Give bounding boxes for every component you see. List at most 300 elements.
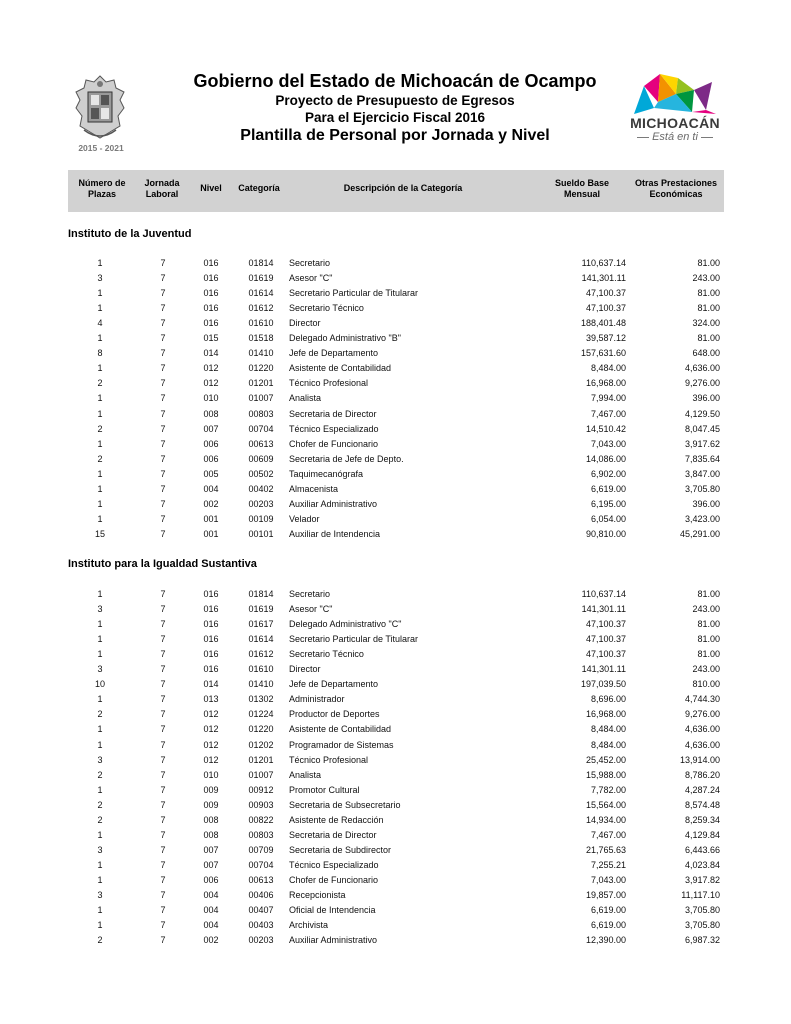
cell-otras: 81.00 [697, 333, 720, 344]
cell-sueldo: 157,631.60 [580, 348, 626, 359]
cell-nivel: 010 [203, 769, 219, 780]
cell-nivel: 016 [203, 589, 219, 599]
cell-categoria: 00803 [248, 408, 274, 419]
cell-jornada: 7 [160, 739, 166, 750]
cell-descripcion: Chofer de Funcionario [289, 438, 379, 449]
state-seal-icon [70, 72, 130, 154]
cell-otras: 7,835.64 [684, 453, 720, 464]
cell-jornada: 7 [160, 724, 166, 735]
cell-descripcion: Programador de Sistemas [289, 739, 394, 750]
cell-descripcion: Secretario [289, 589, 331, 599]
cell-nivel: 012 [203, 754, 219, 765]
cell-otras: 81.00 [697, 288, 720, 299]
table-row [0, 815, 791, 830]
cell-otras: 3,705.80 [684, 483, 720, 494]
cell-jornada: 7 [160, 935, 166, 946]
cell-categoria: 01614 [248, 288, 274, 299]
cell-descripcion: Auxiliar de Intendencia [289, 528, 381, 539]
cell-jornada: 7 [160, 498, 166, 509]
cell-jornada: 7 [160, 393, 166, 404]
table-row [0, 679, 791, 694]
cell-descripcion: Secretaria de Subdirector [289, 844, 392, 855]
cell-nivel: 012 [203, 378, 219, 389]
cell-plazas: 1 [97, 408, 103, 419]
table-row [0, 529, 791, 544]
cell-sueldo: 15,988.00 [585, 769, 626, 780]
cell-categoria: 00407 [248, 905, 274, 916]
cell-plazas: 1 [97, 739, 103, 750]
cell-categoria: 01610 [248, 664, 274, 675]
table-row [0, 634, 791, 649]
cell-jornada: 7 [160, 694, 166, 705]
table-row [0, 905, 791, 920]
table-row [0, 393, 791, 408]
cell-descripcion: Auxiliar Administrativo [289, 498, 378, 509]
seal-years: 2015 - 2021 [78, 143, 124, 153]
cell-sueldo: 110,637.14 [581, 589, 626, 599]
cell-plazas: 1 [97, 905, 103, 916]
cell-otras: 4,129.84 [684, 829, 720, 840]
cell-sueldo: 47,100.37 [585, 649, 626, 660]
cell-otras: 4,636.00 [684, 724, 720, 735]
cell-descripcion: Secretaria de Jefe de Depto. [289, 453, 404, 464]
cell-jornada: 7 [160, 468, 166, 479]
cell-jornada: 7 [160, 890, 166, 900]
cell-otras: 8,574.48 [684, 799, 720, 810]
cell-plazas: 1 [97, 829, 103, 840]
cell-sueldo: 7,467.00 [590, 829, 626, 840]
cell-plazas: 1 [97, 724, 103, 735]
cell-categoria: 00704 [248, 859, 274, 870]
table-row [0, 333, 791, 348]
cell-sueldo: 7,782.00 [590, 784, 626, 795]
cell-nivel: 016 [203, 664, 219, 675]
cell-nivel: 006 [203, 438, 219, 449]
cell-categoria: 01619 [248, 604, 274, 615]
cell-sueldo: 7,043.00 [590, 874, 626, 885]
cell-plazas: 3 [97, 754, 103, 765]
cell-sueldo: 8,696.00 [590, 694, 626, 705]
cell-descripcion: Técnico Profesional [289, 754, 369, 765]
cell-categoria: 00109 [248, 513, 274, 524]
table-row [0, 845, 791, 860]
cell-otras: 648.00 [692, 348, 720, 359]
cell-plazas: 8 [97, 348, 103, 359]
cell-nivel: 006 [203, 453, 219, 464]
cell-descripcion: Chofer de Funcionario [289, 874, 379, 885]
cell-sueldo: 6,619.00 [590, 920, 626, 931]
cell-sueldo: 188,401.48 [580, 318, 626, 329]
cell-nivel: 016 [203, 604, 219, 615]
cell-categoria: 01007 [248, 769, 274, 780]
cell-sueldo: 47,100.37 [585, 303, 626, 314]
cell-nivel: 008 [203, 829, 219, 840]
section-title: Instituto para la Igualdad Sustantiva [68, 558, 257, 570]
cell-categoria: 00903 [248, 799, 274, 810]
cell-nivel: 009 [203, 799, 219, 810]
cell-plazas: 3 [97, 273, 103, 284]
table-row [0, 875, 791, 890]
cell-plazas: 2 [97, 935, 103, 946]
table-row [0, 770, 791, 785]
subtitle-budget: Proyecto de Presupuesto de Egresos [275, 93, 515, 108]
cell-sueldo: 39,587.12 [585, 333, 626, 344]
cell-jornada: 7 [160, 483, 166, 494]
table-header [68, 170, 724, 212]
cell-categoria: 01610 [248, 318, 274, 329]
cell-otras: 8,786.20 [684, 769, 720, 780]
cell-otras: 243.00 [692, 273, 720, 284]
cell-sueldo: 14,086.00 [585, 453, 626, 464]
cell-nivel: 007 [203, 844, 219, 855]
cell-nivel: 016 [203, 318, 219, 329]
cell-categoria: 01202 [248, 739, 274, 750]
table-row [0, 409, 791, 424]
cell-nivel: 010 [203, 393, 219, 404]
cell-otras: 3,917.82 [684, 874, 720, 885]
cell-jornada: 7 [160, 664, 166, 675]
cell-sueldo: 141,301.11 [581, 664, 626, 675]
cell-sueldo: 6,619.00 [590, 905, 626, 916]
cell-otras: 81.00 [697, 634, 720, 645]
cell-jornada: 7 [160, 634, 166, 645]
table-row [0, 589, 791, 604]
cell-sueldo: 8,484.00 [590, 363, 626, 374]
cell-jornada: 7 [160, 273, 166, 284]
cell-categoria: 00803 [248, 829, 274, 840]
cell-jornada: 7 [160, 859, 166, 870]
cell-plazas: 1 [97, 258, 103, 268]
table-row [0, 890, 791, 905]
cell-nivel: 002 [203, 935, 219, 946]
cell-jornada: 7 [160, 709, 166, 720]
cell-categoria: 01814 [248, 258, 274, 268]
cell-descripcion: Asesor "C" [289, 604, 333, 615]
cell-categoria: 00403 [248, 920, 274, 931]
cell-jornada: 7 [160, 288, 166, 299]
cell-nivel: 012 [203, 363, 219, 374]
cell-categoria: 01814 [248, 589, 274, 599]
cell-plazas: 1 [97, 468, 103, 479]
cell-otras: 4,744.30 [684, 694, 720, 705]
cell-jornada: 7 [160, 303, 166, 314]
cell-sueldo: 7,043.00 [590, 438, 626, 449]
cell-jornada: 7 [160, 829, 166, 840]
table-row [0, 288, 791, 303]
cell-descripcion: Secretario Técnico [289, 303, 364, 314]
cell-plazas: 1 [97, 589, 103, 599]
cell-plazas: 2 [97, 799, 103, 810]
document-header [0, 0, 791, 165]
cell-otras: 81.00 [697, 303, 720, 314]
cell-nivel: 001 [203, 528, 219, 539]
cell-descripcion: Delegado Administrativo "B" [289, 333, 401, 344]
cell-nivel: 001 [203, 513, 219, 524]
cell-jornada: 7 [160, 589, 166, 599]
cell-plazas: 1 [97, 303, 103, 314]
cell-otras: 3,705.80 [684, 920, 720, 931]
table-row [0, 348, 791, 363]
cell-jornada: 7 [160, 619, 166, 630]
cell-jornada: 7 [160, 453, 166, 464]
table-row [0, 755, 791, 770]
cell-otras: 3,705.80 [684, 905, 720, 916]
cell-nivel: 016 [203, 288, 219, 299]
cell-otras: 243.00 [692, 604, 720, 615]
cell-descripcion: Archivista [289, 920, 329, 931]
cell-sueldo: 47,100.37 [585, 634, 626, 645]
cell-sueldo: 25,452.00 [585, 754, 626, 765]
cell-sueldo: 6,054.00 [590, 513, 626, 524]
cell-plazas: 2 [97, 814, 103, 825]
cell-sueldo: 6,902.00 [590, 468, 626, 479]
cell-categoria: 00709 [248, 844, 274, 855]
cell-nivel: 009 [203, 784, 219, 795]
cell-jornada: 7 [160, 920, 166, 931]
cell-otras: 8,259.34 [684, 814, 720, 825]
cell-descripcion: Técnico Especializado [289, 423, 379, 434]
cell-categoria: 00502 [248, 468, 274, 479]
cell-categoria: 01220 [248, 724, 274, 735]
cell-plazas: 1 [97, 393, 103, 404]
cell-descripcion: Auxiliar Administrativo [289, 935, 378, 946]
cell-jornada: 7 [160, 874, 166, 885]
cell-descripcion: Técnico Especializado [289, 859, 379, 870]
cell-sueldo: 16,968.00 [585, 378, 626, 389]
cell-descripcion: Asistente de Redacción [289, 814, 384, 825]
cell-plazas: 1 [97, 333, 103, 344]
cell-otras: 324.00 [692, 318, 720, 329]
cell-otras: 45,291.00 [679, 528, 720, 539]
cell-descripcion: Técnico Profesional [289, 378, 369, 389]
cell-sueldo: 47,100.37 [585, 288, 626, 299]
cell-descripcion: Secretaria de Subsecretario [289, 799, 401, 810]
table-row [0, 318, 791, 333]
cell-otras: 9,276.00 [684, 709, 720, 720]
cell-descripcion: Jefe de Departamento [289, 679, 379, 690]
cell-otras: 3,423.00 [684, 513, 720, 524]
cell-nivel: 013 [203, 694, 219, 705]
cell-categoria: 01617 [248, 619, 274, 630]
col-sueldo: Sueldo Base Mensual [554, 178, 610, 199]
cell-plazas: 1 [97, 784, 103, 795]
table-row [0, 935, 791, 950]
cell-categoria: 00406 [248, 890, 274, 900]
cell-jornada: 7 [160, 438, 166, 449]
cell-sueldo: 197,039.50 [580, 679, 626, 690]
cell-otras: 396.00 [692, 498, 720, 509]
cell-categoria: 01614 [248, 634, 274, 645]
cell-descripcion: Secretario Particular de Titularar [289, 634, 419, 645]
cell-jornada: 7 [160, 363, 166, 374]
cell-jornada: 7 [160, 258, 166, 268]
cell-sueldo: 14,934.00 [585, 814, 626, 825]
cell-categoria: 00203 [248, 498, 274, 509]
cell-nivel: 016 [203, 649, 219, 660]
cell-jornada: 7 [160, 528, 166, 539]
cell-nivel: 004 [203, 905, 219, 916]
cell-descripcion: Asistente de Contabilidad [289, 724, 392, 735]
cell-nivel: 002 [203, 498, 219, 509]
cell-plazas: 1 [97, 483, 103, 494]
cell-jornada: 7 [160, 679, 166, 690]
cell-jornada: 7 [160, 318, 166, 329]
table-row [0, 514, 791, 529]
cell-jornada: 7 [160, 754, 166, 765]
cell-plazas: 1 [97, 874, 103, 885]
cell-descripcion: Secretario Particular de Titularar [289, 288, 419, 299]
cell-categoria: 00609 [248, 453, 274, 464]
cell-plazas: 1 [97, 513, 103, 524]
cell-sueldo: 15,564.00 [585, 799, 626, 810]
cell-categoria: 00704 [248, 423, 274, 434]
cell-jornada: 7 [160, 378, 166, 389]
cell-plazas: 1 [97, 498, 103, 509]
cell-sueldo: 8,484.00 [590, 724, 626, 735]
cell-descripcion: Velador [289, 513, 320, 524]
cell-nivel: 014 [203, 679, 219, 690]
cell-plazas: 3 [97, 664, 103, 675]
logo-tagline [622, 131, 728, 143]
cell-nivel: 007 [203, 859, 219, 870]
cell-categoria: 01612 [248, 649, 274, 660]
cell-jornada: 7 [160, 769, 166, 780]
cell-otras: 81.00 [697, 619, 720, 630]
cell-categoria: 00203 [248, 935, 274, 946]
cell-nivel: 007 [203, 423, 219, 434]
cell-nivel: 015 [203, 333, 219, 344]
cell-jornada: 7 [160, 905, 166, 916]
col-otras: Otras Prestaciones Económicas [634, 178, 718, 199]
cell-categoria: 00912 [248, 784, 274, 795]
col-plazas: Número de Plazas [78, 178, 126, 199]
cell-jornada: 7 [160, 348, 166, 359]
cell-nivel: 016 [203, 273, 219, 284]
cell-categoria: 01619 [248, 273, 274, 284]
table-row [0, 785, 791, 800]
cell-descripcion: Oficial de Intendencia [289, 905, 376, 916]
logo-wordmark: MICHOACÁN [630, 115, 720, 131]
cell-otras: 4,129.50 [684, 408, 720, 419]
cell-nivel: 014 [203, 348, 219, 359]
table-row [0, 664, 791, 679]
cell-descripcion: Productor de Deportes [289, 709, 380, 720]
cell-categoria: 01201 [248, 378, 274, 389]
cell-sueldo: 16,968.00 [585, 709, 626, 720]
cell-jornada: 7 [160, 844, 166, 855]
cell-otras: 6,987.32 [684, 935, 720, 946]
cell-descripcion: Analista [289, 769, 322, 780]
cell-nivel: 016 [203, 258, 219, 268]
cell-jornada: 7 [160, 513, 166, 524]
cell-descripcion: Administrador [289, 694, 345, 705]
cell-sueldo: 110,637.14 [581, 258, 626, 268]
subtitle-fiscal-year: Para el Ejercicio Fiscal 2016 [304, 110, 486, 125]
col-descripcion: Descripción de la Categoría [343, 183, 463, 193]
cell-otras: 6,443.66 [684, 844, 720, 855]
cell-otras: 810.00 [692, 679, 720, 690]
cell-plazas: 1 [97, 288, 103, 299]
cell-jornada: 7 [160, 408, 166, 419]
cell-plazas: 2 [97, 378, 103, 389]
cell-nivel: 004 [203, 483, 219, 494]
cell-otras: 4,023.84 [684, 859, 720, 870]
cell-descripcion: Almacenista [289, 483, 339, 494]
cell-categoria: 01220 [248, 363, 274, 374]
table-row [0, 694, 791, 709]
cell-sueldo: 8,484.00 [590, 739, 626, 750]
cell-plazas: 3 [97, 844, 103, 855]
table-row [0, 649, 791, 664]
cell-otras: 13,914.00 [679, 754, 720, 765]
table-row [0, 860, 791, 875]
table-row [0, 604, 791, 619]
cell-descripcion: Asesor "C" [289, 273, 333, 284]
cell-otras: 81.00 [697, 258, 720, 268]
col-categoria: Categoría [238, 183, 280, 193]
table-row [0, 273, 791, 288]
table-row [0, 724, 791, 739]
cell-otras: 11,117.10 [681, 890, 720, 900]
cell-nivel: 004 [203, 920, 219, 931]
table-row [0, 484, 791, 499]
cell-plazas: 2 [97, 769, 103, 780]
table-row [0, 378, 791, 393]
col-nivel: Nivel [200, 183, 222, 193]
cell-plazas: 2 [97, 423, 103, 434]
cell-descripcion: Delegado Administrativo "C" [289, 619, 402, 630]
cell-plazas: 10 [94, 679, 105, 690]
cell-jornada: 7 [160, 423, 166, 434]
table-row [0, 454, 791, 469]
table-row [0, 709, 791, 724]
cell-descripcion: Secretaria de Director [289, 408, 377, 419]
cell-categoria: 01224 [248, 709, 274, 720]
cell-plazas: 15 [94, 528, 105, 539]
cell-categoria: 01410 [248, 348, 274, 359]
cell-nivel: 016 [203, 619, 219, 630]
cell-sueldo: 141,301.11 [581, 273, 626, 284]
cell-otras: 4,287.24 [684, 784, 720, 795]
cell-categoria: 01007 [248, 393, 274, 404]
table-row [0, 363, 791, 378]
cell-categoria: 01201 [248, 754, 274, 765]
cell-plazas: 1 [97, 649, 103, 660]
cell-jornada: 7 [160, 649, 166, 660]
cell-plazas: 3 [97, 890, 103, 900]
cell-otras: 8,047.45 [684, 423, 720, 434]
cell-categoria: 01612 [248, 303, 274, 314]
table-row [0, 920, 791, 935]
cell-categoria: 00822 [248, 814, 274, 825]
cell-nivel: 016 [203, 303, 219, 314]
table-row [0, 619, 791, 634]
cell-otras: 9,276.00 [684, 378, 720, 389]
cell-nivel: 012 [203, 739, 219, 750]
cell-sueldo: 19,857.00 [585, 890, 626, 900]
cell-categoria: 00101 [248, 528, 274, 539]
cell-plazas: 1 [97, 920, 103, 931]
cell-plazas: 1 [97, 619, 103, 630]
table-row [0, 439, 791, 454]
cell-plazas: 1 [97, 634, 103, 645]
cell-plazas: 2 [97, 709, 103, 720]
cell-plazas: 1 [97, 859, 103, 870]
cell-jornada: 7 [160, 333, 166, 344]
cell-sueldo: 7,994.00 [590, 393, 626, 404]
cell-plazas: 3 [97, 604, 103, 615]
cell-nivel: 012 [203, 724, 219, 735]
